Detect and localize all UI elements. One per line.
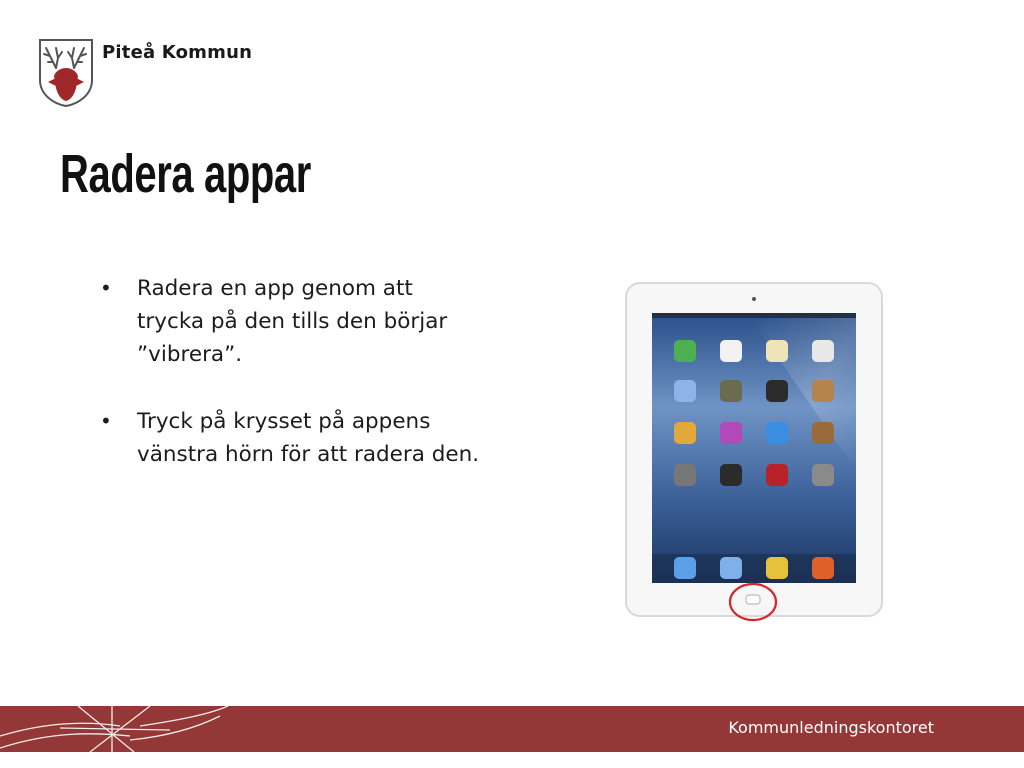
bullet-list <box>100 272 480 505</box>
reindeer-shield-icon <box>38 38 94 108</box>
bullet-icon: • <box>100 276 112 300</box>
star-decoration-icon <box>0 706 300 752</box>
bullet-icon: • <box>100 409 112 433</box>
logo <box>38 38 258 110</box>
bullet-item <box>100 272 480 371</box>
footer-bar <box>0 706 1024 752</box>
slide-title: Radera appar <box>60 144 311 204</box>
bullet-item <box>100 405 480 471</box>
ipad-image <box>600 270 910 630</box>
bullet-text: Radera en app genom att trycka på den tills den börjar ”vibrera”. <box>137 276 448 367</box>
ipad-icon <box>600 270 910 630</box>
footer-label: Kommunledningskontoret <box>728 718 934 737</box>
logo-name: Piteå Kommun <box>102 42 253 63</box>
bullet-text: Tryck på krysset på appens vänstra hörn för att radera den. <box>137 409 480 467</box>
